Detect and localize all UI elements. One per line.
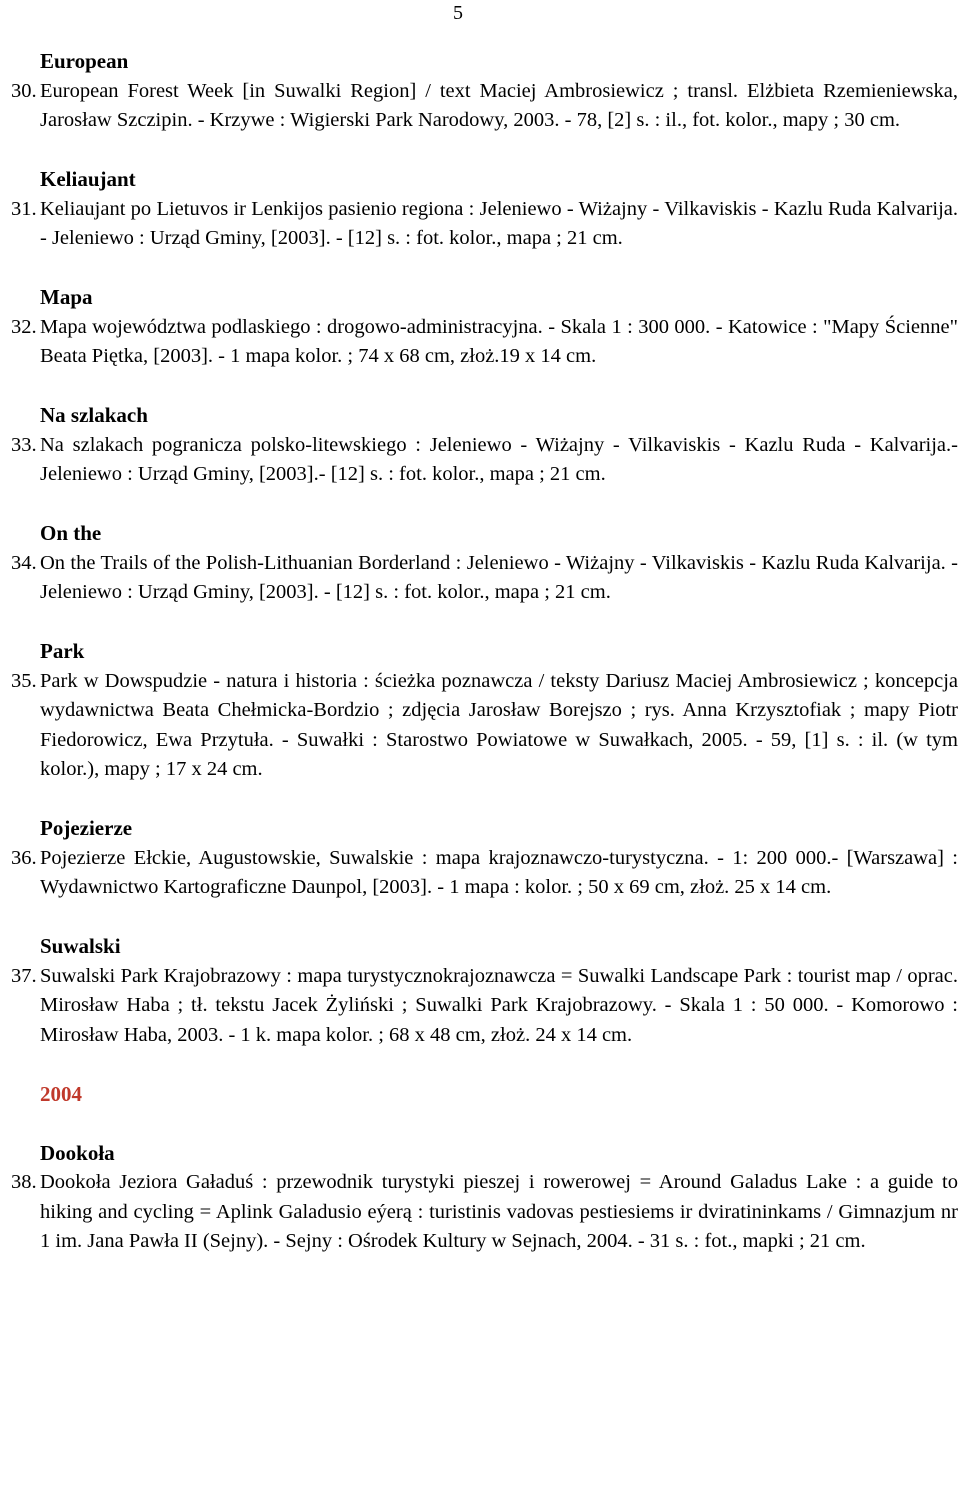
entry-heading: Keliaujant [40,167,136,191]
entry-number: 32. [11,315,37,338]
entry-heading: Mapa [40,285,93,309]
entry-description: Park w Dowspudzie - natura i historia : ścieżka poznawcza / teksty Dariusz Maciej Ambrosiewicz ; koncepcja wydawnictwa Beata Chełmicka-Bordzio ; zdjęcia Jarosław Borejszo ; rys. Anna Krzysztofiak ; mapy Piotr Fiedorowicz, Ewa Przytuła. - Suwałki : Starostwo Powiatowe w Suwałkach, 2005. - 59, [1] s. : il. (w tym kolor.), mapy ; 17 x 24 cm. [40,669,958,780]
entry-description: European Forest Week [in Suwalki Region] / text Maciej Ambrosiewicz ; transl. Elżbieta Rzemieniewska, Jarosław Szczipin. - Krzywe : Wigierski Park Narodowy, 2003. - 78, [2] s. : il., fot. kolor., mapy ; 30 cm. [40,79,958,131]
entry-number: 33. [11,433,37,456]
entry-number: 30. [11,79,37,102]
bibliography-entry-32 [11,283,958,372]
page-number: 5 [453,2,463,24]
entry-heading: Dookoła [40,1140,115,1165]
bibliography-entry-38 [11,1139,958,1257]
entry-number: 37. [11,964,37,987]
entry-description: Dookoła Jeziora Gaładuś : przewodnik turystyki pieszej i rowerowej = Around Galadus Lake : a guide to hiking and cycling = Aplink Galadusio eýerą : turistinis vadovas pestiesiems ir dviratininkams / Gimnazjum nr 1 im. Jana Pawła II (Sejny). - Sejny : Ośrodek Kultury w Sejnach, 2004. - 31 s. : fot., mapki ; 21 cm. [40,1171,958,1252]
bibliography-entry-35 [11,637,958,785]
entry-heading: Pojezierze [40,816,133,840]
entry-heading: On the [40,521,102,545]
bibliography-list [11,47,958,1286]
entry-number: 36. [11,846,37,869]
entry-description: Pojezierze Ełckie, Augustowskie, Suwalskie : mapa krajoznawczo-turystyczna. - 1: 200 000.- [Warszawa] : Wydawnictwo Kartograficzne Daunpol, [2003]. - 1 mapa : kolor. ; 50 x 69 cm, złoż. 25 x 14 cm. [40,846,958,898]
year-heading: 2004 [40,1081,82,1106]
bibliography-entry-36 [11,814,958,903]
entry-heading: Na szlakach [40,403,148,427]
bibliography-entry-33 [11,401,958,490]
bibliography-entry-31 [11,165,958,254]
entry-number: 38. [11,1171,37,1193]
bibliography-entry-37 [11,932,958,1050]
entry-number: 35. [11,669,37,692]
entry-number: 34. [11,551,37,574]
entry-description: Suwalski Park Krajobrazowy : mapa turystycznokrajoznawcza = Suwalki Landscape Park : tourist map / oprac. Mirosław Haba ; tł. tekstu Jacek Żyliński ; Suwalki Park Krajobrazowy. - Skala 1 : 50 000. - Komorowo : Mirosław Haba, 2003. - 1 k. mapa kolor. ; 68 x 48 cm, złoż. 24 x 14 cm. [40,964,958,1046]
entry-heading: Suwalski [40,934,121,958]
year-section [11,1080,958,1110]
bibliography-entry-34 [11,519,958,608]
entry-description: On the Trails of the Polish-Lithuanian Borderland : Jeleniewo - Wiżajny - Vilkaviskis - Kazlu Ruda Kalvarija. - Jeleniewo : Urząd Gminy, [2003]. - [12] s. : fot. kolor., mapa ; 21 cm. [40,551,958,603]
entry-number: 31. [11,197,37,220]
entry-heading: Park [40,639,85,663]
entry-description: Mapa województwa podlaskiego : drogowo-administracyjna. - Skala 1 : 300 000. - Katowice : "Mapy Ścienne" Beata Piętka, [2003]. - 1 mapa kolor. ; 74 x 68 cm, złoż.19 x 14 cm. [40,315,958,367]
bibliography-entry-30 [11,47,958,136]
entry-heading: European [40,49,129,73]
entry-description: Keliaujant po Lietuvos ir Lenkijos pasienio regiona : Jeleniewo - Wiżajny - Vilkaviskis - Kazlu Ruda Kalvarija. - Jeleniewo : Urząd Gminy, [2003]. - [12] s. : fot. kolor., mapa ; 21 cm. [40,197,958,249]
entry-description: Na szlakach pogranicza polsko-litewskiego : Jeleniewo - Wiżajny - Vilkaviskis - Kazlu Ruda - Kalvarija.- Jeleniewo : Urząd Gminy, [2003].- [12] s. : fot. kolor., mapa ; 21 cm. [40,433,958,485]
